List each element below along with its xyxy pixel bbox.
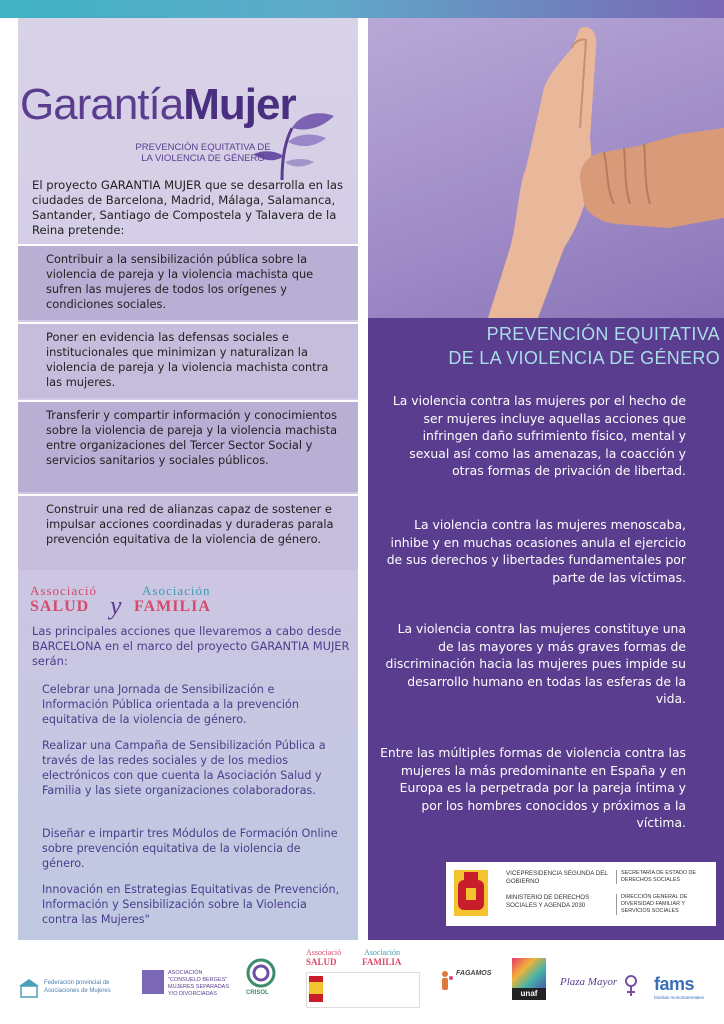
right-paragraph: La violencia contra las mujeres por el hecho de ser mujeres incluye aquellas acciones que infringen daño sufrimiento físico, mental y sexual así como las amenazas, la coacción y otras formas de privación de libertad. [392, 393, 686, 478]
cb-line3: MUJERES SEPARADAS [168, 984, 230, 990]
spain-coat-of-arms-icon [454, 870, 488, 916]
goal-text: Transferir y compartir información y conocimientos sobre la violencia de pareja y la violencia machista entre organizaciones del Tercer Sector Social y servicios sanitarios y sociales públicos. [46, 408, 338, 467]
fams-label: fams [654, 974, 695, 994]
footer-salud-assoc-es: Asociación [364, 948, 400, 957]
female-symbol-logo [624, 974, 638, 1000]
unaf-label: unaf [512, 988, 546, 1000]
salud-logo-familia: FAMILIA [134, 598, 211, 615]
building-icon [18, 978, 40, 998]
gov-vicepresidencia: VICEPRESIDENCIA SEGUNDA DEL GOBIERNO [506, 870, 608, 885]
footer-salud-salud: SALUD [306, 957, 337, 967]
cb-line1: ASOCIACIÓN [168, 970, 203, 976]
action-item: Innovación en Estrategias Equitativas de Prevención, Información y Sensibilización sobre la Violencia contra las Mujeres" [42, 883, 340, 926]
goal-box [18, 400, 358, 492]
action-item: Realizar una Campaña de Sensibilización Pública a través de las redes sociales y de los medios electrónicos con que cuenta la Asociación Salud y Familia y las siete organizaciones colaboradoras. [42, 739, 326, 797]
logo-subtitle-line2: LA VIOLENCIA DE GÉNERO [141, 153, 265, 164]
consuelo-berges-logo [142, 970, 232, 1000]
right-paragraph: Entre las múltiples formas de violencia contra las mujeres la más predominante en España y en Europa es la perpetrada por la pareja íntima y por los hombres conocidos y próximos a la víctima. [380, 745, 686, 830]
crisol-logo [246, 958, 278, 1004]
footer-salud-assoc-ca: Associació [306, 948, 342, 957]
action-item: Diseñar e impartir tres Módulos de Formación Online sobre prevención equitativa de la violencia de género. [42, 827, 338, 870]
logo-title-light: Garantía [20, 80, 184, 129]
government-logo [446, 862, 716, 926]
fist-hand-image [368, 18, 724, 318]
fams-sub: familias monomarentales [654, 995, 705, 1000]
gov-direccion: DIRECCIÓN GENERAL DE DIVERSIDAD FAMILIAR Y SERVICIOS SOCIALES [616, 894, 715, 915]
gov-secretaria: SECRETARÍA DE ESTADO DE DERECHOS SOCIALES [616, 870, 715, 884]
crisol-label: CRISOL [246, 990, 269, 996]
right-title-line2: DE LA VIOLENCIA DE GÉNERO [448, 348, 720, 368]
actions-intro: Las principales acciones que llevaremos a cabo desde BARCELONA en el marco del proyecto GARANTIA MUJER serán: [32, 624, 350, 668]
right-title [380, 322, 720, 370]
salud-familia-logo [30, 583, 230, 619]
gov-ministerio: MINISTERIO DE DERECHOS SOCIALES Y AGENDA 2030 [506, 894, 590, 909]
federacion-line2: Asociaciones de Mujeres [44, 988, 111, 994]
fagamos-logo [440, 970, 500, 1004]
salud-logo-y: y [110, 591, 122, 620]
goal-box [18, 244, 358, 320]
cb-line4: Y/O DIVORCIADAS [168, 991, 217, 997]
footer-gov-mini [306, 972, 420, 1008]
logo-subtitle [118, 142, 288, 164]
fist-hand-photo [368, 18, 724, 318]
right-paragraph: La violencia contra las mujeres menoscaba, inhibe y en muchas ocasiones anula el ejercicio de sus derechos y libertades fundamentales por parte de las víctimas. [386, 517, 686, 585]
salud-logo-assoc-ca: Associació [30, 583, 98, 598]
unaf-logo [512, 958, 548, 1006]
footer-logos [0, 944, 724, 1024]
salud-familia-gov-logo [306, 948, 418, 1008]
right-paragraph: La violencia contra las mujeres constituye una de las mayores y más graves formas de discriminación hacia las mujeres pues impide su desarrollo humano en todas las esferas de la vida. [385, 621, 686, 706]
logo-title-bold: Mujer [183, 80, 296, 129]
goal-text: Contribuir a la sensibilización pública sobre la violencia de pareja y la violencia machista que sufren las mujeres de todos los orígenes y condiciones sociales. [46, 252, 314, 311]
goal-text: Poner en evidencia las defensas sociales e institucionales que minimizan y naturalizan la violencia de pareja y la violencia machista contra las mujeres. [46, 330, 329, 389]
cb-line2: "CONSUELO BERGES" [168, 977, 228, 983]
people-icon [440, 970, 454, 992]
goal-box [18, 322, 358, 398]
female-symbol-icon [624, 974, 638, 998]
federacion-line1: Federación provincial de [44, 980, 110, 986]
unaf-icon [512, 958, 546, 988]
top-color-bar [0, 0, 724, 18]
action-item: Celebrar una Jornada de Sensibilización e Información Pública orientada a la prevención equitativa de la violencia de género. [42, 683, 299, 726]
footer-salud-familia: FAMILIA [362, 957, 402, 967]
fams-logo [654, 974, 720, 1004]
consuelo-berges-icon [142, 970, 164, 994]
mini-spain-band [309, 982, 323, 994]
right-title-line1: PREVENCIÓN EQUITATIVA [486, 324, 720, 344]
salud-logo-salud: SALUD [30, 598, 90, 615]
salud-logo-assoc-es: Asociación [142, 583, 211, 598]
goal-box [18, 494, 358, 570]
intro-text: El proyecto GARANTIA MUJER que se desarrolla en las ciudades de Barcelona, Madrid, Málaga, Salamanca, Santander, Santiago de Compostela y Talavera de la Reina pretende: [32, 178, 344, 237]
logo-subtitle-line1: PREVENCIÓN EQUITATIVA DE [135, 142, 271, 153]
crisol-icon [246, 958, 276, 988]
logo-title [20, 80, 296, 130]
plaza-mayor-label: Plaza Mayor [560, 976, 618, 988]
fagamos-label: FAGAMOS [456, 970, 492, 977]
goal-text: Construir una red de alianzas capaz de sostener e impulsar acciones coordinadas y duraderas parala prevención equitativa de la violencia de género. [46, 502, 334, 546]
